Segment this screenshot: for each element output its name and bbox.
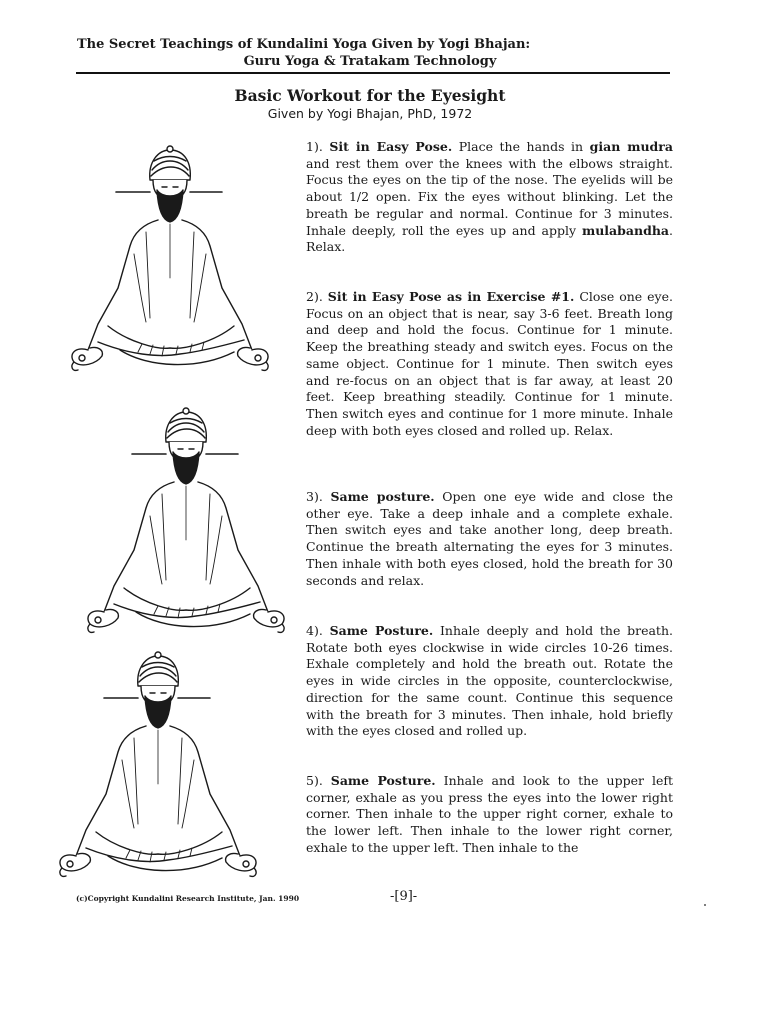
page-subtitle: Given by Yogi Bhajan, PhD, 1972 bbox=[267, 106, 473, 121]
exercise-text: Close one eye. Focus on an object that is near, say 3-6 feet. Breath long and deep and hold the focus. Continue for 1 minute. Keep the breathing steady and switch eyes. Focus on the same object. Continue for 1 minute. Then switch eyes and re-focus on an object that is far away, at least 20 feet. Keep breathing steadily. Continue for 1 minute. Then switch eyes and continue for 1 more minute. Inhale deep with both eyes closed and rolled up. Relax. bbox=[306, 289, 673, 438]
exercise-text: and rest them over the knees with the elbows straight. Focus the eyes on the tip of the nose. The eyelids will be about 1/2 open. Fix the eyes without blinking. Let the breath be regular and normal. Continue for 3 minutes. Inhale deeply, roll the eyes up and apply bbox=[306, 155, 673, 238]
header-line-1: The Secret Teachings of Kundalini Yoga Given by Yogi Bhajan: bbox=[77, 37, 531, 52]
exercise-heading: Same Posture. bbox=[329, 623, 434, 638]
exercise-5 bbox=[306, 773, 673, 857]
mudra-term: gian mudra bbox=[589, 139, 673, 154]
exercise-heading: Same Posture. bbox=[330, 773, 436, 788]
scan-speck bbox=[704, 904, 706, 906]
exercise-3 bbox=[306, 489, 673, 589]
page-number: -[9]- bbox=[390, 889, 418, 904]
exercise-number: 1). bbox=[306, 139, 323, 154]
exercise-heading: Sit in Easy Pose as in Exercise #1. bbox=[327, 289, 575, 304]
exercise-number: 2). bbox=[306, 289, 323, 304]
exercise-text: Inhale and look to the upper left corner, exhale as you press the eyes into the lower right corner. Then inhale to the upper right corner, exhale to the lower left. Then inhale to the lower right corner, exhale to the upper left. Then inhale to the bbox=[306, 773, 673, 855]
yogi-easy-pose-illustration bbox=[46, 634, 272, 884]
exercise-number: 3). bbox=[306, 489, 323, 504]
exercise-text: Open one eye wide and close the other eye. Take a deep inhale and a complete exhale. Then switch eyes and take another long, deep breath. Continue the breath alternating the eyes for 3 minutes. Then inhale with both eyes closed, hold the breath for 30 seconds and relax. bbox=[306, 489, 673, 588]
exercise-number: 5). bbox=[306, 773, 323, 788]
exercise-text: Place the hands in bbox=[452, 139, 590, 154]
exercise-text: . Relax. bbox=[306, 222, 673, 255]
copyright-notice: (c)Copyright Kundalini Research Institute, Jan. 1990 bbox=[76, 894, 300, 903]
exercise-heading: Same posture. bbox=[330, 489, 435, 504]
yogi-easy-pose-illustration bbox=[58, 128, 284, 378]
yogi-easy-pose-illustration bbox=[74, 390, 300, 640]
bandha-term: mulabandha bbox=[581, 222, 670, 238]
exercise-heading: Sit in Easy Pose. bbox=[329, 139, 453, 154]
header-rule bbox=[76, 72, 670, 74]
exercise-4 bbox=[306, 623, 673, 740]
document-header bbox=[60, 36, 680, 70]
exercise-2 bbox=[306, 289, 673, 439]
exercise-1 bbox=[306, 139, 673, 256]
page-title: Basic Workout for the Eyesight bbox=[234, 86, 506, 105]
header-line-2: Guru Yoga & Tratakam Technology bbox=[243, 54, 497, 69]
exercise-text: Inhale deeply and hold the breath. Rotate both eyes clockwise in wide circles 10-26 times. Exhale completely and hold the breath out. Rotate the eyes in wide circles in the opposite, counterclockwise, direction for the same count. Continue this sequence with the breath for 3 minutes. Then inhale, hold briefly with the eyes closed and rolled up. bbox=[306, 623, 673, 739]
exercise-number: 4). bbox=[306, 623, 323, 638]
